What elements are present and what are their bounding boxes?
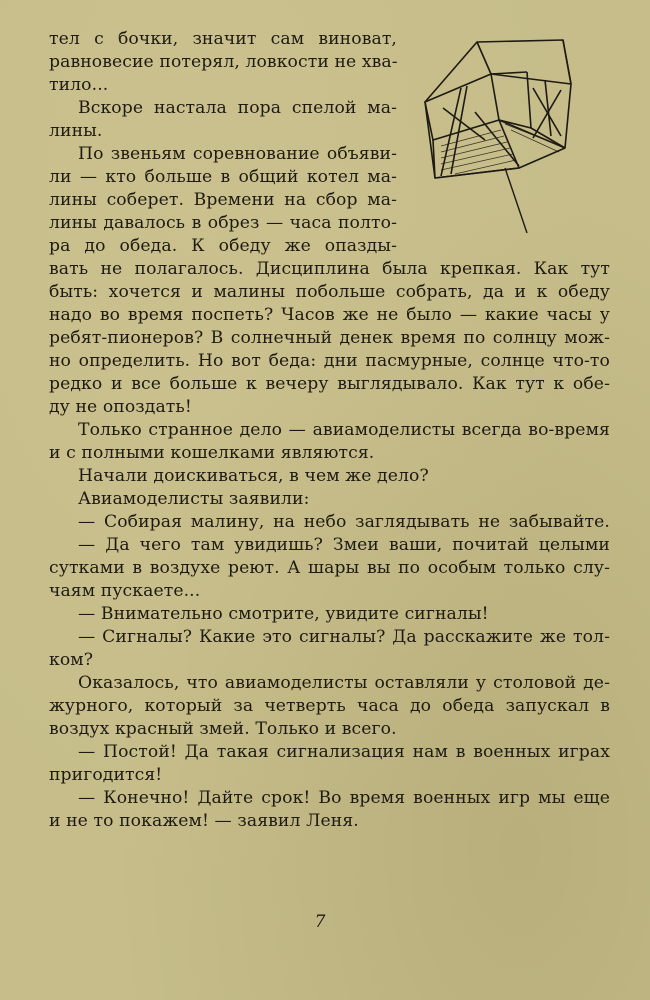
text-line: редко и все больше к вечеру выглядывало. Как тут к обе- bbox=[49, 374, 610, 394]
text-line: ли — кто больше в общий котел ма- bbox=[49, 167, 397, 187]
text-line: равновесие потерял, ловкости не хва- bbox=[49, 52, 398, 72]
text-line: лины. bbox=[49, 121, 103, 141]
box-kite-illustration bbox=[415, 28, 585, 238]
text-line: быть: хочется и малины побольше собрать, да и к обеду bbox=[49, 282, 610, 302]
text-line: — Внимательно смотрите, увидите сигналы! bbox=[78, 604, 489, 624]
text-line: Авиамоделисты заявили: bbox=[78, 489, 310, 509]
text-line: Вскоре настала пора спелой ма- bbox=[78, 98, 397, 118]
text-line: но определить. Но вот беда: дни пасмурные, солнце что-то bbox=[49, 351, 610, 371]
text-line: вать не полагалось. Дисциплина была крепкая. Как тут bbox=[49, 259, 610, 279]
text-line: По звеньям соревнование объяви- bbox=[78, 144, 397, 164]
text-line: и не то покажем! — заявил Леня. bbox=[49, 811, 359, 831]
text-line: лины давалось в обрез — часа полто- bbox=[49, 213, 397, 233]
text-line: Оказалось, что авиамоделисты оставляли у столовой де- bbox=[78, 673, 610, 693]
text-line: и с полными кошелками являются. bbox=[49, 443, 375, 463]
text-line: Начали доискиваться, в чем же дело? bbox=[78, 466, 429, 486]
text-line: ра до обеда. К обеду же опазды- bbox=[49, 236, 397, 256]
text-line: чаям пускаете... bbox=[49, 581, 201, 601]
text-line: тило... bbox=[49, 75, 109, 95]
text-line: — Да чего там увидишь? Змеи ваши, почитай целыми bbox=[78, 535, 610, 555]
text-line: лины соберет. Времени на сбор ма- bbox=[49, 190, 397, 210]
text-line: Только странное дело — авиамоделисты всегда во-время bbox=[78, 420, 610, 440]
text-line: пригодится! bbox=[49, 765, 163, 785]
text-line: ду не опоздать! bbox=[49, 397, 192, 417]
text-line: журного, который за четверть часа до обеда запускал в bbox=[49, 696, 610, 716]
page-number: 7 bbox=[314, 912, 326, 932]
text-line: ребят-пионеров? В солнечный денек время по солнцу мож- bbox=[49, 328, 610, 348]
text-line: — Конечно! Дайте срок! Во время военных игр мы еще bbox=[78, 788, 610, 808]
text-line: надо во время поспеть? Часов же не было — какие часы у bbox=[49, 305, 610, 325]
text-line: — Сигналы? Какие это сигналы? Да расскажите же тол- bbox=[78, 627, 610, 647]
text-line: ком? bbox=[49, 650, 94, 670]
text-line: тел с бочки, значит сам виноват, bbox=[49, 29, 397, 49]
text-line: — Постой! Да такая сигнализация нам в военных играх bbox=[78, 742, 610, 762]
text-line: — Собирая малину, на небо заглядывать не забывайте. bbox=[78, 512, 610, 532]
text-line: сутками в воздухе реют. А шары вы по особым только слу- bbox=[49, 558, 610, 578]
text-line: воздух красный змей. Только и всего. bbox=[49, 719, 397, 739]
